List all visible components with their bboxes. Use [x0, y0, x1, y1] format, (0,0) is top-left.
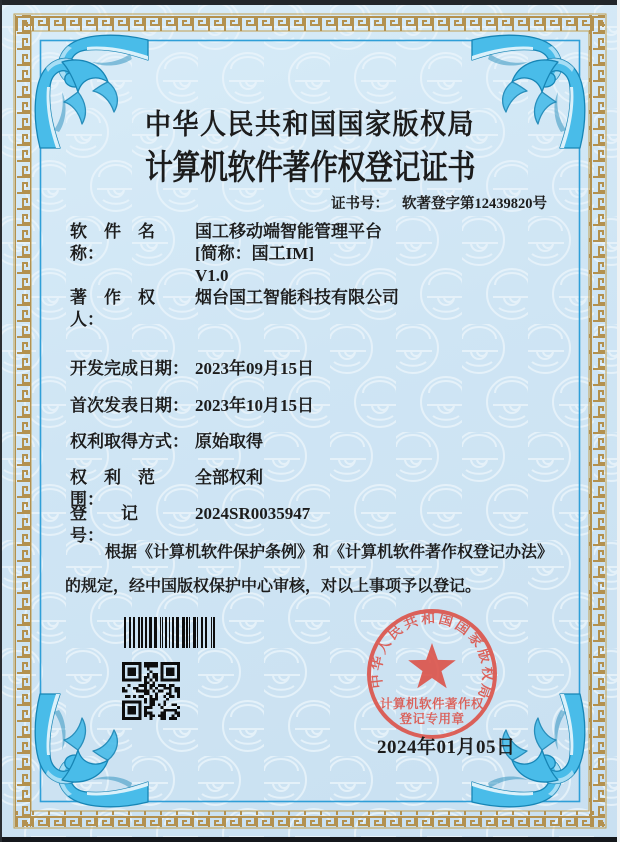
field-value: 2024SR0035947: [195, 504, 311, 523]
field-value: 原始取得: [195, 432, 263, 451]
registration-statement: 根据《计算机软件保护条例》和《计算机软件著作权登记办法》的规定，经中国版权保护中心审核，对以上事项予以登记。: [65, 544, 554, 595]
field-value: 2023年09月15日: [195, 359, 314, 378]
software-name-line: 国工移动端智能管理平台: [195, 222, 382, 241]
seal-arc-text: 中华人民共和国国家版权局: [369, 611, 495, 703]
software-version-line: V1.0: [195, 266, 229, 285]
barcode-icon: [124, 617, 215, 648]
scan-edge-bottom: [0, 837, 620, 842]
field-value: [195, 221, 382, 287]
field-row-dev-complete-date: [70, 358, 314, 380]
field-value: 烟台国工智能科技有限公司: [195, 288, 399, 307]
seal-line1: 计算机软件著作权: [379, 697, 485, 711]
field-label: 软 件 名 称：: [70, 222, 172, 263]
field-label: 开发完成日期：: [70, 359, 189, 378]
official-seal: [358, 600, 506, 748]
issuing-authority: 中华人民共和国国家版权局: [144, 108, 475, 140]
certificate-number-value: 软著登字第12439820号: [402, 196, 547, 212]
scan-edge-left: [0, 0, 2, 842]
issue-date: 2024年01月05日: [377, 737, 516, 758]
seal-star-icon: [408, 643, 456, 688]
field-label: 权 利 范 围：: [70, 468, 172, 509]
field-label: 权利取得方式：: [70, 432, 189, 451]
field-value: 全部权利: [195, 468, 263, 487]
field-label: 登 记 号：: [70, 504, 172, 545]
qr-code-icon: [122, 662, 180, 720]
field-label: 首次发表日期：: [70, 396, 189, 415]
field-value: 2023年10月15日: [195, 396, 314, 415]
scan-edge-top: [0, 0, 620, 5]
certificate-number-line: [331, 192, 547, 213]
software-shortname-line: [简称：国工IM]: [195, 244, 314, 263]
field-label: 著 作 权 人：: [70, 288, 172, 329]
certificate-number-label: 证书号：: [331, 196, 389, 212]
field-row-right-acquire-method: [70, 431, 263, 453]
field-row-first-publish-date: [70, 395, 314, 417]
seal-line2: 登记专用章: [399, 712, 465, 726]
field-row-copyright-owner: [70, 287, 399, 331]
certificate-title: 计算机软件著作权登记证书: [144, 149, 475, 188]
field-row-software-name: [70, 221, 382, 287]
